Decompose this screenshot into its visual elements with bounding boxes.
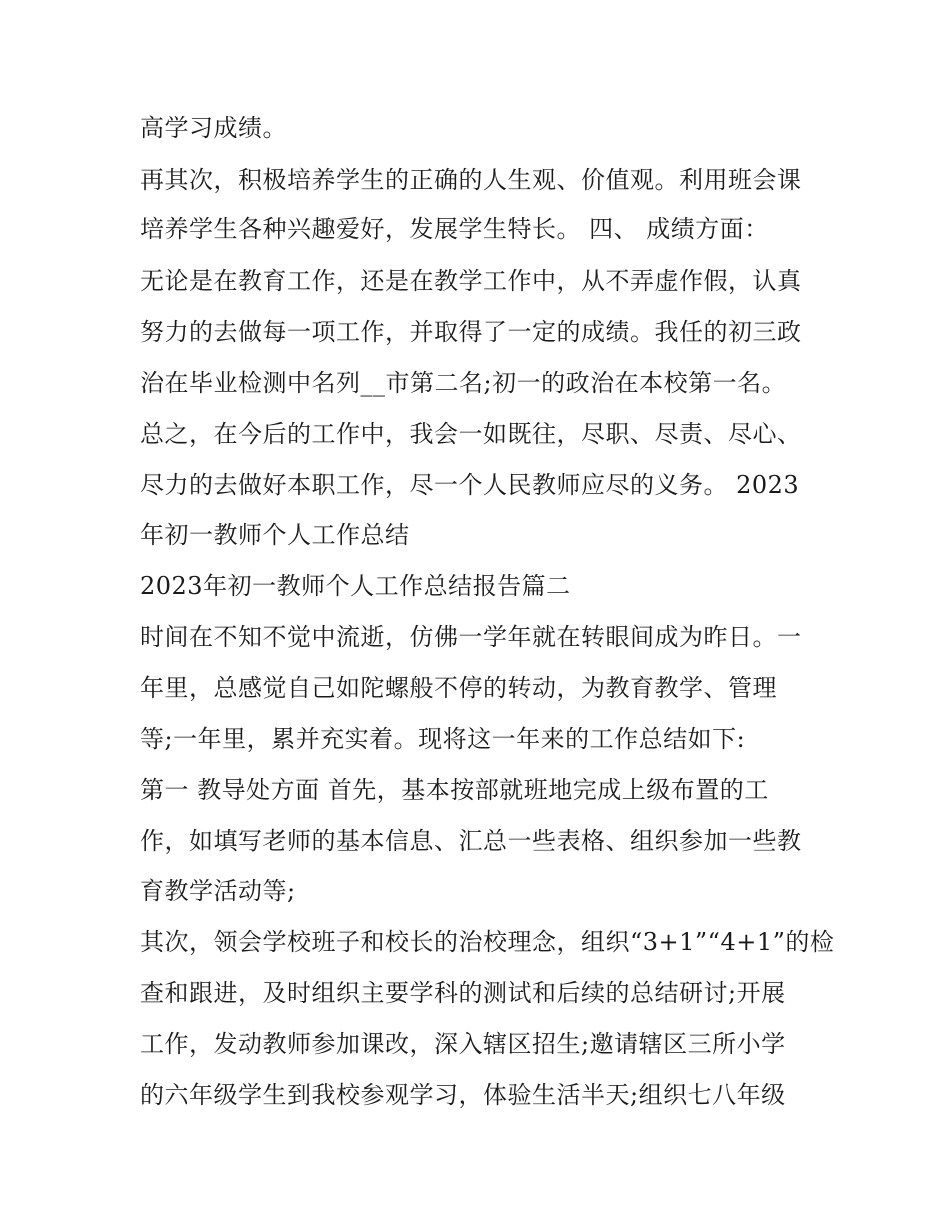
- text-line: 2023年初一教师个人工作总结报告篇二: [140, 572, 571, 600]
- text-line: 时间在不知不觉中流逝，仿佛一学年就在转眼间成为昨日。一: [140, 623, 802, 651]
- text-line: 育教学活动等;: [140, 877, 296, 905]
- text-line: 努力的去做每一项工作，并取得了一定的成绩。我任的初三政: [140, 318, 802, 346]
- text-line: 年里，总感觉自己如陀螺般不停的转动，为教育教学、管理: [140, 674, 777, 702]
- text-line: 无论是在教育工作，还是在教学工作中，从不弄虚作假，认真: [140, 267, 802, 295]
- text-line: 的六年级学生到我校参观学习，体验生活半天;组织七八年级: [140, 1081, 786, 1109]
- text-line: 等;一年里，累并充实着。现将这一年来的工作总结如下:: [140, 725, 746, 753]
- text-line: 再其次，积极培养学生的正确的人生观、价值观。利用班会课: [140, 166, 802, 194]
- text-line: 其次，领会学校班子和校长的治校理念，组织“3+1”“4+1”的检: [140, 928, 835, 956]
- text-line: 培养学生各种兴趣爱好，发展学生特长。 四、 成绩方面：: [140, 215, 769, 243]
- text-line: 高学习成绩。: [140, 114, 287, 142]
- text-line: 第一 教导处方面 首先，基本按部就班地完成上级布置的工: [140, 776, 769, 804]
- text-line: 尽力的去做好本职工作，尽一个人民教师应尽的义务。 2023: [140, 471, 800, 499]
- text-line: 总之，在今后的工作中，我会一如既往，尽职、尽责、尽心、: [140, 420, 802, 448]
- text-line: 查和跟进，及时组织主要学科的测试和后续的总结研讨;开展: [140, 979, 786, 1007]
- text-line: 作，如填写老师的基本信息、汇总一些表格、组织参加一些教: [140, 827, 802, 855]
- text-line: 治在毕业检测中名列__市第二名;初一的政治在本校第一名。: [140, 369, 787, 397]
- text-line: 工作，发动教师参加课改，深入辖区招生;邀请辖区三所小学: [140, 1030, 786, 1058]
- text-line: 年初一教师个人工作总结: [140, 521, 410, 549]
